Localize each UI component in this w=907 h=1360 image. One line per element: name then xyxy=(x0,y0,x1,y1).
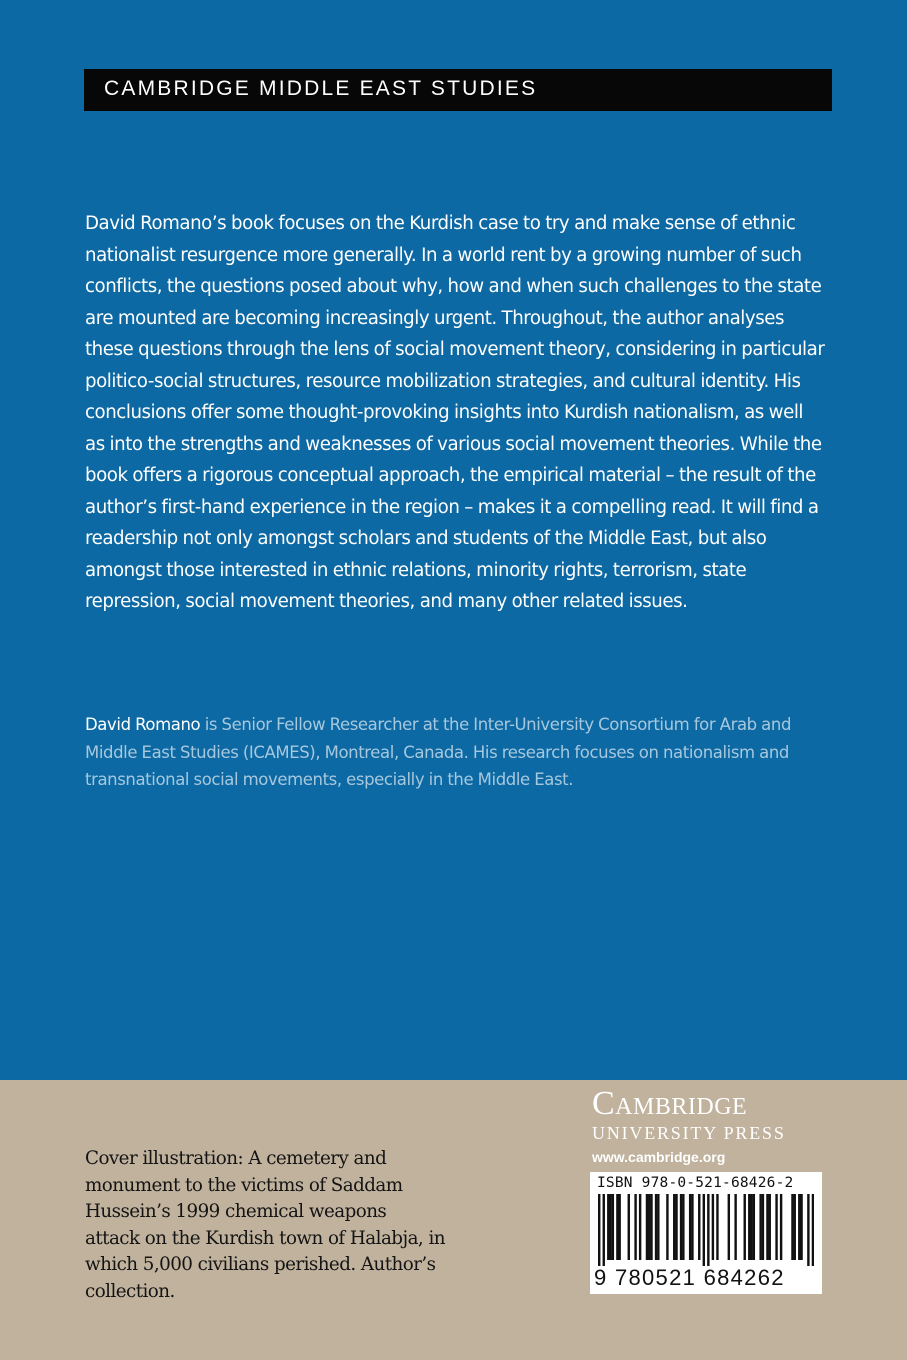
publisher-logo xyxy=(592,1085,832,1165)
barcode-bar xyxy=(766,1194,768,1260)
barcode-bar xyxy=(728,1194,730,1260)
publisher-name: Cambridge xyxy=(592,1085,748,1122)
barcode-bar xyxy=(628,1194,630,1260)
barcode-bar xyxy=(618,1194,620,1260)
barcode-bar xyxy=(716,1194,718,1260)
barcode-bar xyxy=(707,1194,709,1266)
barcode-bar xyxy=(791,1194,793,1260)
barcode-bar xyxy=(612,1194,614,1260)
publisher-url: www.cambridge.org xyxy=(592,1149,726,1165)
barcode-bar xyxy=(712,1194,714,1260)
barcode-bar xyxy=(780,1194,782,1260)
barcode-bar xyxy=(657,1194,659,1260)
barcode-bar xyxy=(769,1194,771,1260)
barcode-block xyxy=(590,1172,822,1294)
barcode-bar xyxy=(807,1194,809,1266)
book-blurb: David Romano’s book focuses on the Kurdish case to try and make sense of ethnic nationalist resurgence more generally. In a world rent by a growing number of such conflicts, the questions posed about why, how and when such challenges to the state are mounted are becoming increasingly urgent. Throughout, the author analyses these questions through the lens of social movement theory, considering in particular politico-social structures, resource mobilization strategies, and cultural identity. His conclusions offer some thought-provoking insights into Kurdish nationalism, as well as into the strengths and weaknesses of various social movement theories. While the book offers a rigorous conceptual approach, the empirical material – the result of the author’s first-hand experience in the region – makes it a compelling read. It will find a readership not only amongst scholars and students of the Middle East, but also amongst those interested in ethnic relations, minority rights, terrorism, state repression, social movement theories, and many other related issues. xyxy=(85,213,825,612)
barcode-bar xyxy=(639,1194,641,1260)
barcode-bar xyxy=(673,1194,675,1260)
barcode-bar xyxy=(794,1194,796,1260)
barcode-bar xyxy=(634,1194,636,1260)
barcode-bar xyxy=(775,1194,777,1260)
barcode-bar xyxy=(798,1194,800,1260)
barcode-bar xyxy=(703,1194,705,1266)
barcode-bar xyxy=(607,1194,609,1260)
barcode-bar xyxy=(734,1194,736,1260)
series-title: CAMBRIDGE MIDDLE EAST STUDIES xyxy=(104,77,538,100)
barcode-bar xyxy=(598,1194,600,1266)
barcode-bar xyxy=(759,1194,761,1260)
barcode-bar xyxy=(691,1194,693,1260)
barcode-bar xyxy=(609,1194,611,1260)
isbn-label: ISBN 978-0-521-68426-2 xyxy=(597,1175,794,1191)
barcode-bar xyxy=(675,1194,677,1260)
barcode-bar xyxy=(616,1194,618,1260)
barcode-bar xyxy=(603,1194,605,1266)
barcode-bar xyxy=(655,1194,657,1260)
barcode-bar xyxy=(682,1194,684,1260)
barcode-bar xyxy=(698,1194,700,1260)
barcode-icon xyxy=(598,1194,814,1266)
barcode-bar xyxy=(744,1194,746,1260)
barcode-bar xyxy=(689,1194,691,1260)
series-banner xyxy=(84,69,832,111)
barcode-bar xyxy=(646,1194,648,1260)
barcode-bar xyxy=(650,1194,652,1260)
author-bio xyxy=(85,711,825,794)
barcode-bar xyxy=(666,1194,668,1260)
barcode-digits: 9 780521 684262 xyxy=(594,1265,785,1290)
author-bio-text: is Senior Fellow Researcher at the Inter-University Consortium for Arab and Middle East Studies (ICAMES), Montreal, Canada. His research focuses on nationalism and transnational social movements, especially in the Middle East. xyxy=(85,715,792,789)
barcode-bar xyxy=(753,1194,755,1260)
barcode-bar xyxy=(748,1194,750,1260)
cover-illustration-caption: Cover illustration: A cemetery and monument to the victims of Saddam Hussein’s 1999 chemical weapons attack on the Kurdish town of Halabja, in which 5,000 civilians perished. Author’s collection. xyxy=(85,1148,445,1302)
barcode-bar xyxy=(680,1194,682,1260)
barcode-bar xyxy=(800,1194,802,1260)
barcode-bar xyxy=(812,1194,814,1266)
publisher-subtitle: UNIVERSITY PRESS xyxy=(592,1123,786,1143)
barcode-bar xyxy=(762,1194,764,1260)
author-name: David Romano xyxy=(85,715,201,734)
barcode-bar xyxy=(750,1194,752,1260)
barcode-bar xyxy=(648,1194,650,1260)
